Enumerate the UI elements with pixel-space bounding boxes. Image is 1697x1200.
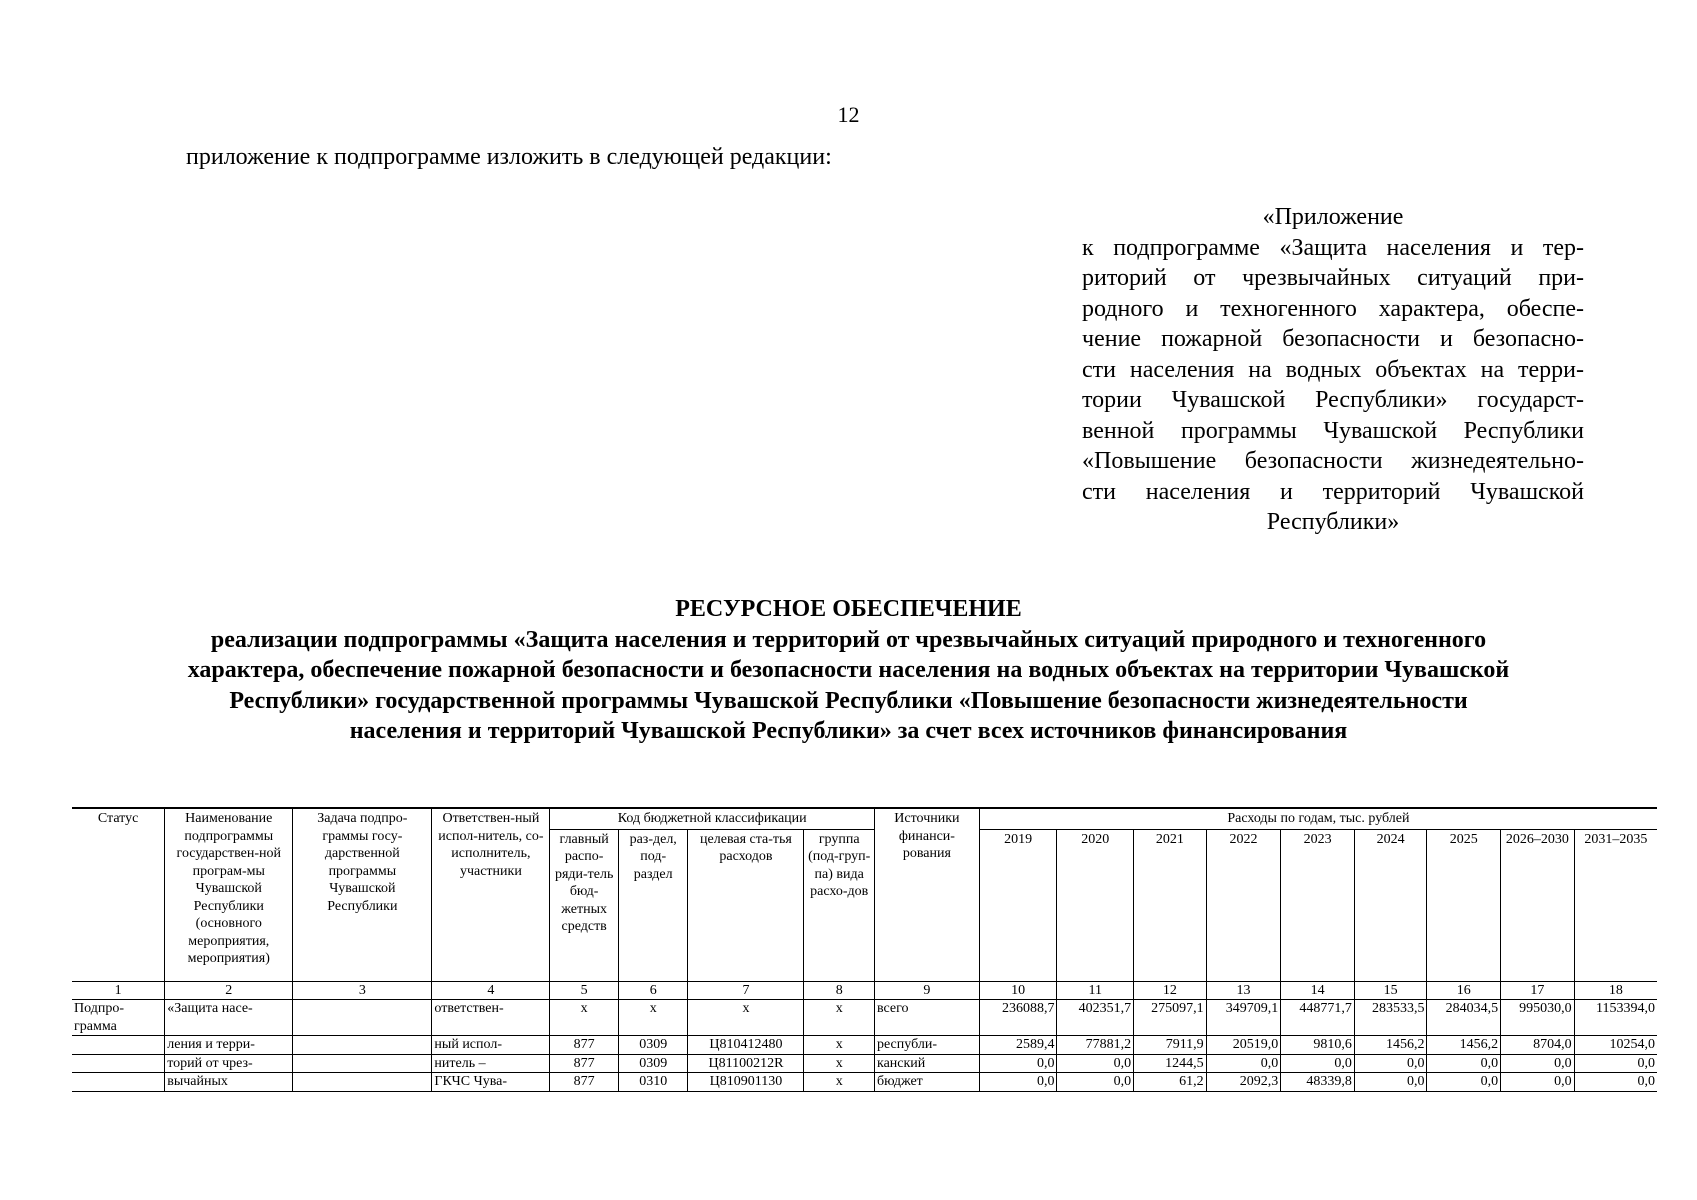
header-year: 2025 — [1427, 829, 1501, 981]
cell-value: 995030,0 — [1501, 1000, 1575, 1036]
cell-value: 0,0 — [1574, 1073, 1657, 1092]
column-number: 13 — [1206, 981, 1281, 1000]
cell-target-item: Ц810412480 — [688, 1036, 804, 1055]
title-line: населения и территорий Чувашской Республики» за счет всех источников финансирования — [349, 718, 1348, 744]
cell-value: 0,0 — [1281, 1054, 1355, 1073]
cell-value: 0,0 — [979, 1054, 1057, 1073]
header-year: 2026–2030 — [1501, 829, 1575, 981]
column-number: 10 — [979, 981, 1057, 1000]
cell-value: 61,2 — [1134, 1073, 1207, 1092]
cell-value: 0,0 — [1354, 1073, 1427, 1092]
appendix-line: «Повышение безопасности жизнедеятельно- — [1082, 448, 1584, 474]
title-line: характера, обеспечение пожарной безопасности и безопасности населения на водных объектах на территории Чувашской — [187, 657, 1510, 683]
appendix-line: риторий от чрезвычайных ситуаций при- — [1082, 265, 1584, 291]
cell-executor: ГКЧС Чува- — [432, 1073, 550, 1092]
cell-value: 402351,7 — [1057, 1000, 1134, 1036]
cell-value: 448771,7 — [1281, 1000, 1355, 1036]
cell-value: 9810,6 — [1281, 1036, 1355, 1055]
column-number: 14 — [1281, 981, 1355, 1000]
cell-value: 1456,2 — [1354, 1036, 1427, 1055]
cell-value: 0,0 — [1501, 1073, 1575, 1092]
title-line: Республики» государственной программы Чувашской Республики «Повышение безопасности жизнедеятельности — [229, 687, 1468, 714]
cell-group: x — [804, 1000, 875, 1036]
cell-value: 1456,2 — [1427, 1036, 1501, 1055]
header-year: 2021 — [1134, 829, 1207, 981]
cell-target-item: x — [688, 1000, 804, 1036]
appendix-line: тории Чувашской Республики» государст- — [1082, 387, 1584, 413]
cell-source: канский — [874, 1054, 979, 1073]
cell-section: 0310 — [618, 1073, 688, 1092]
cell-group: x — [804, 1073, 875, 1092]
cell-value: 2589,4 — [979, 1036, 1057, 1055]
cell-source: бюджет — [874, 1073, 979, 1092]
column-number: 4 — [432, 981, 550, 1000]
cell-name: ления и терри- — [165, 1036, 293, 1055]
cell-value: 0,0 — [1427, 1054, 1501, 1073]
cell-value: 283533,5 — [1354, 1000, 1427, 1036]
column-number: 17 — [1501, 981, 1575, 1000]
cell-section: 0309 — [618, 1054, 688, 1073]
header-group: группа (под-груп-па) вида расхо-дов — [804, 829, 875, 981]
header-name: Наименование подпрограммы государствен-ной програм-мы Чувашской Республики (основного мероприятия, мероприятия) — [165, 808, 293, 981]
cell-value: 0,0 — [1574, 1054, 1657, 1073]
header-budget-code: Код бюджетной классификации — [550, 808, 875, 829]
cell-target-item: Ц810901130 — [688, 1073, 804, 1092]
column-number: 2 — [165, 981, 293, 1000]
cell-main-manager: 877 — [550, 1073, 619, 1092]
title-line: реализации подпрограммы «Защита населения и территорий от чрезвычайных ситуаций природного и техногенного — [210, 626, 1487, 653]
cell-value: 48339,8 — [1281, 1073, 1355, 1092]
appendix-tail: Республики» — [1266, 509, 1400, 535]
appendix-line: к подпрограмме «Защита населения и тер- — [1082, 234, 1584, 261]
resource-table — [72, 807, 1657, 1092]
cell-target-item: Ц81100212R — [688, 1054, 804, 1073]
column-number: 1 — [72, 981, 165, 1000]
column-number: 18 — [1574, 981, 1657, 1000]
cell-value: 0,0 — [1501, 1054, 1575, 1073]
cell-value: 0,0 — [1427, 1073, 1501, 1092]
cell-value: 0,0 — [1354, 1054, 1427, 1073]
document-title — [100, 594, 1597, 747]
cell-group: x — [804, 1054, 875, 1073]
header-year: 2023 — [1281, 829, 1355, 981]
header-year: 2024 — [1354, 829, 1427, 981]
title-main: РЕСУРСНОЕ ОБЕСПЕЧЕНИЕ — [675, 596, 1022, 622]
cell-status: Подпро-грамма — [72, 1000, 165, 1036]
column-number: 5 — [550, 981, 619, 1000]
cell-task — [293, 1073, 432, 1092]
header-task: Задача подпро-граммы госу-дарственной программы Чувашской Республики — [293, 808, 432, 981]
cell-value: 8704,0 — [1501, 1036, 1575, 1055]
cell-task — [293, 1054, 432, 1073]
column-number: 11 — [1057, 981, 1134, 1000]
appendix-line: чение пожарной безопасности и безопасно- — [1082, 326, 1584, 352]
header-year: 2031–2035 — [1574, 829, 1657, 981]
column-number: 6 — [618, 981, 688, 1000]
cell-main-manager: 877 — [550, 1054, 619, 1073]
header-status: Статус — [72, 808, 165, 981]
cell-value: 10254,0 — [1574, 1036, 1657, 1055]
cell-value: 1244,5 — [1134, 1054, 1207, 1073]
column-number: 7 — [688, 981, 804, 1000]
cell-name: вычайных — [165, 1073, 293, 1092]
cell-source: всего — [874, 1000, 979, 1036]
cell-value: 0,0 — [979, 1073, 1057, 1092]
cell-status-cont — [72, 1054, 165, 1073]
cell-value: 2092,3 — [1206, 1073, 1281, 1092]
cell-section: 0309 — [618, 1036, 688, 1055]
cell-value: 0,0 — [1206, 1054, 1281, 1073]
cell-task — [293, 1036, 432, 1055]
cell-main-manager: x — [550, 1000, 619, 1036]
cell-name: «Защита насе- — [165, 1000, 293, 1036]
cell-value: 7911,9 — [1134, 1036, 1207, 1055]
intro-text: приложение к подпрограмме изложить в следующей редакции: — [186, 144, 832, 170]
cell-value: 349709,1 — [1206, 1000, 1281, 1036]
cell-value: 236088,7 — [979, 1000, 1057, 1036]
appendix-block — [1082, 202, 1584, 538]
cell-value: 275097,1 — [1134, 1000, 1207, 1036]
column-number: 15 — [1354, 981, 1427, 1000]
column-number: 12 — [1134, 981, 1207, 1000]
cell-name: торий от чрез- — [165, 1054, 293, 1073]
appendix-line: венной программы Чувашской Республики — [1082, 417, 1584, 444]
appendix-line: родного и техногенного характера, обеспе- — [1082, 295, 1584, 322]
cell-main-manager: 877 — [550, 1036, 619, 1055]
header-year: 2020 — [1057, 829, 1134, 981]
appendix-line: сти населения и территорий Чувашской — [1082, 478, 1584, 505]
header-sources: Источники финанси-рования — [874, 808, 979, 981]
cell-section: x — [618, 1000, 688, 1036]
cell-executor: ный испол- — [432, 1036, 550, 1055]
header-section: раз-дел, под-раздел — [618, 829, 688, 981]
cell-value: 0,0 — [1057, 1073, 1134, 1092]
header-year: 2022 — [1206, 829, 1281, 981]
cell-value: 0,0 — [1057, 1054, 1134, 1073]
header-target-item: целевая ста-тья расходов — [688, 829, 804, 981]
cell-executor: нитель – — [432, 1054, 550, 1073]
header-year: 2019 — [979, 829, 1057, 981]
cell-executor: ответствен- — [432, 1000, 550, 1036]
column-number: 16 — [1427, 981, 1501, 1000]
cell-value: 77881,2 — [1057, 1036, 1134, 1055]
appendix-line: сти населения на водных объектах на терри- — [1082, 356, 1584, 383]
appendix-body — [1082, 233, 1584, 508]
column-number: 9 — [874, 981, 979, 1000]
page-number: 12 — [837, 102, 860, 127]
cell-task — [293, 1000, 432, 1036]
header-expenses: Расходы по годам, тыс. рублей — [979, 808, 1657, 829]
header-main-manager: главный распо-ряди-тель бюд-жетных средств — [550, 829, 619, 981]
cell-group: x — [804, 1036, 875, 1055]
cell-value: 20519,0 — [1206, 1036, 1281, 1055]
cell-status-cont — [72, 1036, 165, 1055]
appendix-head: «Приложение — [1262, 204, 1404, 230]
column-number: 8 — [804, 981, 875, 1000]
column-number: 3 — [293, 981, 432, 1000]
cell-value: 284034,5 — [1427, 1000, 1501, 1036]
cell-source: республи- — [874, 1036, 979, 1055]
cell-status-cont — [72, 1073, 165, 1092]
cell-value: 1153394,0 — [1574, 1000, 1657, 1036]
header-executor: Ответствен-ный испол-нитель, со-исполнитель, участники — [432, 808, 550, 981]
